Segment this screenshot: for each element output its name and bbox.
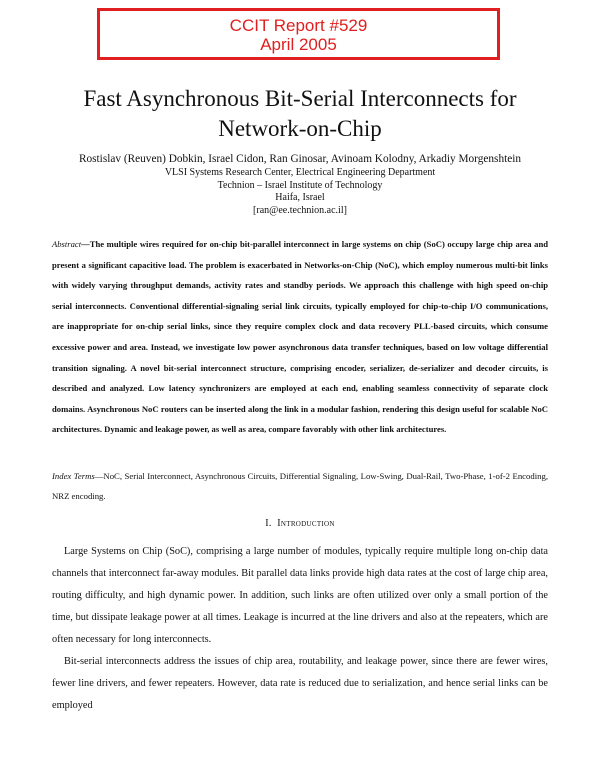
title-line-2: Network-on-Chip — [218, 116, 382, 141]
paragraph-2: Bit-serial interconnects address the issues of chip area, routability, and leakage power, since there are fewer wires, fewer line drivers, and fewer repeaters. However, data rate is reduced due to serialization, and hence serial links can be employed — [52, 656, 548, 711]
report-number: CCIT Report #529 — [229, 16, 368, 35]
index-terms-label: Index Terms — [52, 471, 95, 481]
title-line-1: Fast Asynchronous Bit-Serial Interconnects for — [83, 86, 517, 111]
author-list: Rostislav (Reuven) Dobkin, Israel Cidon, Ran Ginosar, Avinoam Kolodny, Arkadiy Morgenshtein — [78, 153, 522, 165]
report-stamp — [97, 8, 500, 60]
affiliation — [20, 167, 580, 217]
paper-title — [40, 84, 560, 144]
index-terms-text: —NoC, Serial Interconnect, Asynchronous Circuits, Differential Signaling, Low-Swing, Dual-Rail, Two-Phase, 1-of-2 Encoding, NRZ encoding. — [52, 471, 548, 501]
affiliation-institute: Technion – Israel Institute of Technology — [217, 179, 383, 191]
affiliation-email: [ran@ee.technion.ac.il] — [253, 204, 347, 216]
paragraph-1: Large Systems on Chip (SoC), comprising a large number of modules, typically require multiple long on-chip data channels that interconnect far-away modules. Bit parallel data links provide high data rates at the cost of large chip area, routing difficulty, and high dynamic power. In addition, such links are often utilized over only a small portion of the time, but dissipate leakage power at all times. Leakage is incurred at the line drivers and also at the repeaters, which are often necessary for long interconnects. — [52, 546, 548, 645]
abstract-label: Abstract — [52, 239, 82, 249]
section-number: I. — [265, 518, 272, 529]
affiliation-city: Haifa, Israel — [275, 192, 325, 203]
abstract-text: —The multiple wires required for on-chip bit-parallel interconnect in large systems on chip (SoC) occupy large chip area and present a significant capacitive load. The problem is exacerbated in Networks-on-Chip (NoC), which employ numerous multi-bit links with widely varying throughput demands, activity rates and standby periods. We approach this challenge with high speed on-chip serial interconnects. Conventional differential-signaling serial link circuits, typically employed for chip-to-chip I/O communications, are inappropriate for on-chip serial links, since they require complex clock and data recovery PLL-based circuits, which consume excessive power and area. Instead, we investigate low power asynchronous data transfer techniques, based on low voltage differential transition signaling. A novel bit-serial interconnect structure, comprising encoder, serializer, de-serializer and decoder circuits, is described and analyzed. Low latency synchronizers are employed at each end, enabling seamless connectivity of separate clock domains. Asynchronous NoC routers can be inserted along the link in a modular fashion, rendering this design useful for scalable NoC architectures. Dynamic and leakage power, as well as area, compare favorably with other link architectures. — [52, 239, 548, 435]
abstract — [52, 234, 548, 440]
body-text — [52, 541, 548, 717]
index-terms — [52, 466, 548, 506]
report-date: April 2005 — [260, 35, 337, 54]
section-title: Introduction — [277, 518, 335, 529]
affiliation-dept: VLSI Systems Research Center, Electrical Engineering Department — [164, 167, 436, 178]
section-heading — [0, 518, 600, 529]
